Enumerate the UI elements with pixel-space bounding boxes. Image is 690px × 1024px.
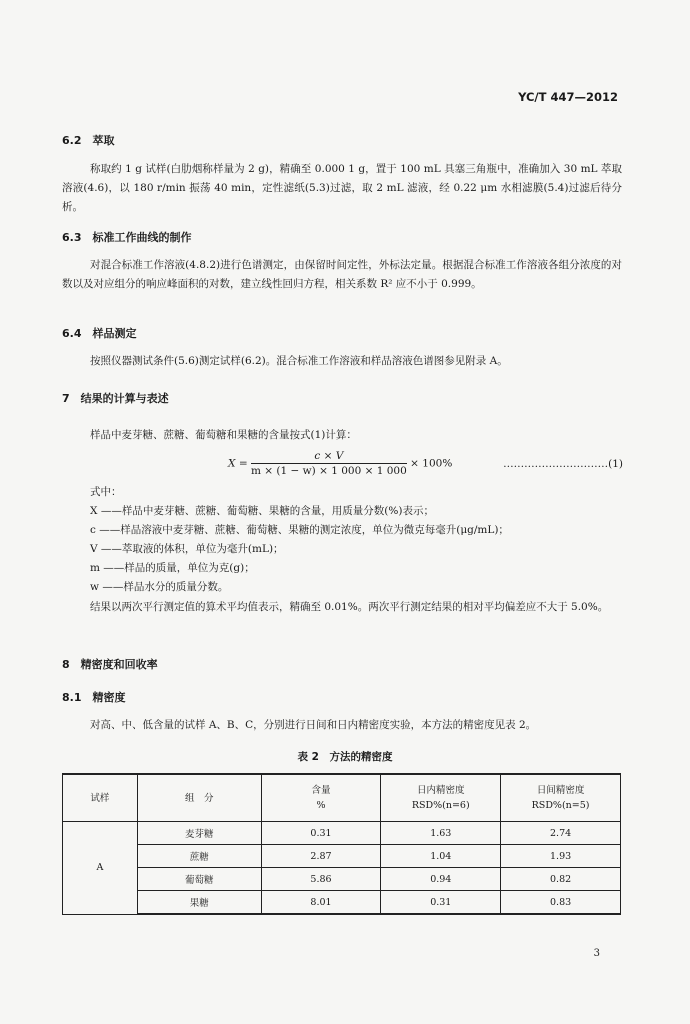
formula-numerator: c × V	[251, 450, 407, 464]
component-cell: 蔗糖	[137, 845, 261, 868]
section-6-3-heading: 6.3 标准工作曲线的制作	[62, 231, 192, 244]
header-intra-day-precision: 日内精密度 RSD%(n=6)	[381, 774, 501, 822]
var-definition: w ——样品水分的质量分数。	[90, 581, 229, 593]
content-cell: 8.01	[261, 891, 381, 915]
standard-code: YC/T 447—2012	[518, 90, 618, 104]
table-row	[63, 868, 621, 891]
header-sample: 试样	[63, 774, 138, 822]
section-6-2-body: 称取约 1 g 试样(白肋烟称样量为 2 g)，精确至 0.000 1 g，置于 100 mL 具塞三角瓶中，准确加入 30 mL 萃取溶液(4.6)，以 180 r/min 振荡 40 min，定性滤纸(5.3)过滤，取 2 mL 滤液，经 0.22 μm 水相滤膜(5.4)过滤后待分析。	[62, 163, 622, 213]
table-row	[63, 822, 621, 845]
inter-cell: 0.83	[501, 891, 621, 915]
intra-cell: 0.31	[381, 891, 501, 915]
section-6-4-body: 按照仪器测试条件(5.6)测定试样(6.2)。混合标准工作溶液和样品溶液色谱图参见附录 A。	[90, 355, 508, 367]
table-header-row	[63, 774, 621, 822]
header-component: 组 分	[137, 774, 261, 822]
inter-cell: 0.82	[501, 868, 621, 891]
inter-cell: 2.74	[501, 822, 621, 845]
precision-table	[62, 773, 621, 915]
inter-cell: 1.93	[501, 845, 621, 868]
sample-cell: A	[63, 822, 138, 915]
table-row	[63, 891, 621, 915]
intra-cell: 1.63	[381, 822, 501, 845]
formula-fraction	[251, 450, 407, 477]
page-number: 3	[593, 948, 600, 959]
intra-cell: 1.04	[381, 845, 501, 868]
where-label: 式中：	[90, 486, 122, 498]
formula-1	[228, 450, 623, 477]
var-definition: c ——样品溶液中麦芽糖、蔗糖、葡萄糖、果糖的测定浓度，单位为微克每毫升(μg/mL)；	[90, 524, 509, 536]
content-cell: 2.87	[261, 845, 381, 868]
section-7-result: 结果以两次平行测定值的算术平均值表示，精确至 0.01%。两次平行测定结果的相对平均偏差应不大于 5.0%。	[90, 601, 609, 613]
component-cell: 麦芽糖	[137, 822, 261, 845]
formula-number: …………………………(1)	[503, 458, 623, 470]
section-6-3-body: 对混合标准工作溶液(4.8.2)进行色谱测定，由保留时间定性，外标法定量。根据混合标准工作溶液各组分浓度的对数以及对应组分的响应峰面积的对数，建立线性回归方程，相关系数 R² 应不小于 0.999。	[62, 259, 622, 290]
var-definition: X ——样品中麦芽糖、蔗糖、葡萄糖、果糖的含量，用质量分数(%)表示；	[90, 505, 434, 517]
table-2-caption: 表 2 方法的精密度	[297, 751, 393, 763]
content-cell: 5.86	[261, 868, 381, 891]
intra-cell: 0.94	[381, 868, 501, 891]
var-definition: V ——萃取液的体积，单位为毫升(mL)；	[90, 543, 284, 555]
section-7-intro: 样品中麦芽糖、蔗糖、葡萄糖和果糖的含量按式(1)计算：	[90, 429, 357, 441]
component-cell: 果糖	[137, 891, 261, 915]
content-cell: 0.31	[261, 822, 381, 845]
section-7-heading: 7 结果的计算与表述	[62, 392, 169, 405]
header-content: 含量 %	[261, 774, 381, 822]
var-definition: m ——样品的质量，单位为克(g)；	[90, 562, 255, 574]
formula-factor: × 100%	[410, 457, 453, 470]
section-8-heading: 8 精密度和回收率	[62, 658, 158, 671]
section-8-1-heading: 8.1 精密度	[62, 691, 126, 704]
formula-denominator: m × (1 − w) × 1 000 × 1 000	[250, 465, 407, 477]
table-row	[63, 845, 621, 868]
component-cell: 葡萄糖	[137, 868, 261, 891]
section-6-2-heading: 6.2 萃取	[62, 134, 115, 147]
section-6-4-heading: 6.4 样品测定	[62, 327, 137, 340]
section-8-1-body: 对高、中、低含量的试样 A、B、C，分别进行日间和日内精密度实验，本方法的精密度见表 2。	[90, 719, 537, 731]
header-inter-day-precision: 日间精密度 RSD%(n=5)	[501, 774, 621, 822]
formula-lhs: X =	[228, 457, 248, 470]
